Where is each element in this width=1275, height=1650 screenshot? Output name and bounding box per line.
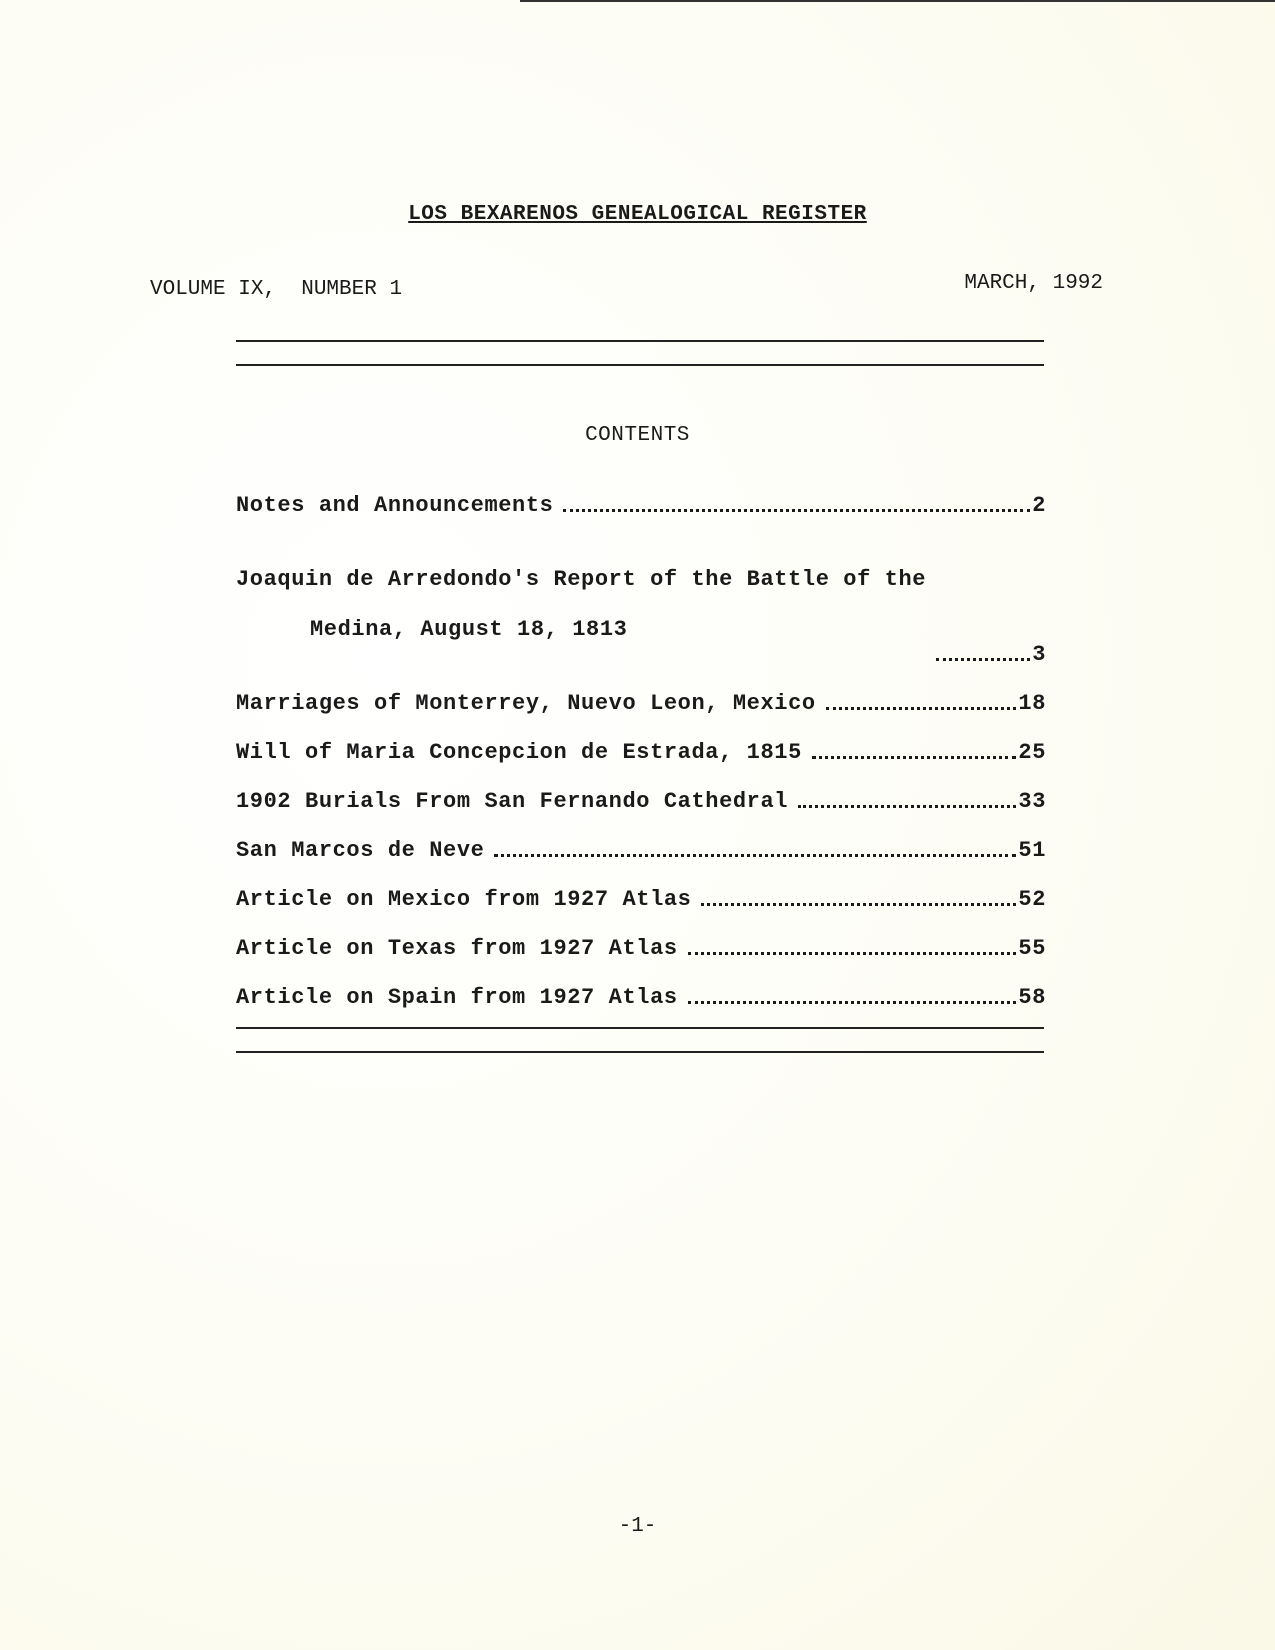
toc-entry-title-line2: Medina, August 18, 1813: [310, 617, 628, 642]
bottom-rule-1: [236, 1027, 1044, 1029]
toc-entry-title-line1: Joaquin de Arredondo's Report of the Battle of the: [236, 567, 927, 592]
toc-entry-title: Notes and Announcements: [236, 493, 554, 518]
top-rule-1: [236, 340, 1044, 342]
contents-heading: CONTENTS: [585, 424, 690, 447]
volume-number: VOLUME IX, NUMBER 1: [150, 278, 403, 301]
dot-leader: [826, 707, 1017, 710]
register-title: LOS BEXARENOS GENEALOGICAL REGISTER: [408, 203, 867, 226]
toc-entry: [236, 740, 1046, 765]
toc-entry: [236, 493, 1046, 518]
toc-entry: [236, 985, 1046, 1010]
dot-leader: [494, 854, 1016, 857]
toc-entry-page: 18: [1018, 691, 1046, 716]
issue-date: MARCH, 1992: [964, 272, 1103, 295]
toc-entry-page: 33: [1018, 789, 1046, 814]
top-rule-2: [236, 364, 1044, 366]
toc-entry-title: Will of Maria Concepcion de Estrada, 1815: [236, 740, 802, 765]
toc-entry-page: 51: [1018, 838, 1046, 863]
page-top-edge: [520, 0, 1275, 2]
toc-entry: [236, 789, 1046, 814]
toc-entry-page: 58: [1018, 985, 1046, 1010]
bottom-rule-2: [236, 1051, 1044, 1053]
toc-entry-page: 2: [1032, 493, 1046, 518]
dot-leader: [798, 805, 1016, 808]
dot-leader: [936, 658, 1030, 661]
toc-entry: [236, 936, 1046, 961]
toc-entry-title: [236, 542, 926, 667]
toc-entry-page: 55: [1018, 936, 1046, 961]
dot-leader: [688, 1001, 1017, 1004]
toc-entry-title: Article on Mexico from 1927 Atlas: [236, 887, 692, 912]
toc-entry-page: 52: [1018, 887, 1046, 912]
toc-entry-title: Article on Texas from 1927 Atlas: [236, 936, 678, 961]
table-of-contents: [236, 493, 1046, 1034]
dot-leader: [688, 952, 1017, 955]
dot-leader: [563, 509, 1030, 512]
toc-entry-title: 1902 Burials From San Fernando Cathedral: [236, 789, 789, 814]
toc-entry: [236, 838, 1046, 863]
toc-entry-title: Article on Spain from 1927 Atlas: [236, 985, 678, 1010]
toc-entry: [236, 691, 1046, 716]
toc-entry-title: Marriages of Monterrey, Nuevo Leon, Mexico: [236, 691, 816, 716]
page-number: -1-: [618, 1515, 657, 1538]
dot-leader: [701, 903, 1016, 906]
dot-leader: [812, 756, 1017, 759]
toc-entry: [236, 542, 1046, 667]
toc-entry-page: 25: [1018, 740, 1046, 765]
toc-entry-page: 3: [1032, 642, 1046, 667]
toc-entry-title: San Marcos de Neve: [236, 838, 485, 863]
toc-entry: [236, 887, 1046, 912]
